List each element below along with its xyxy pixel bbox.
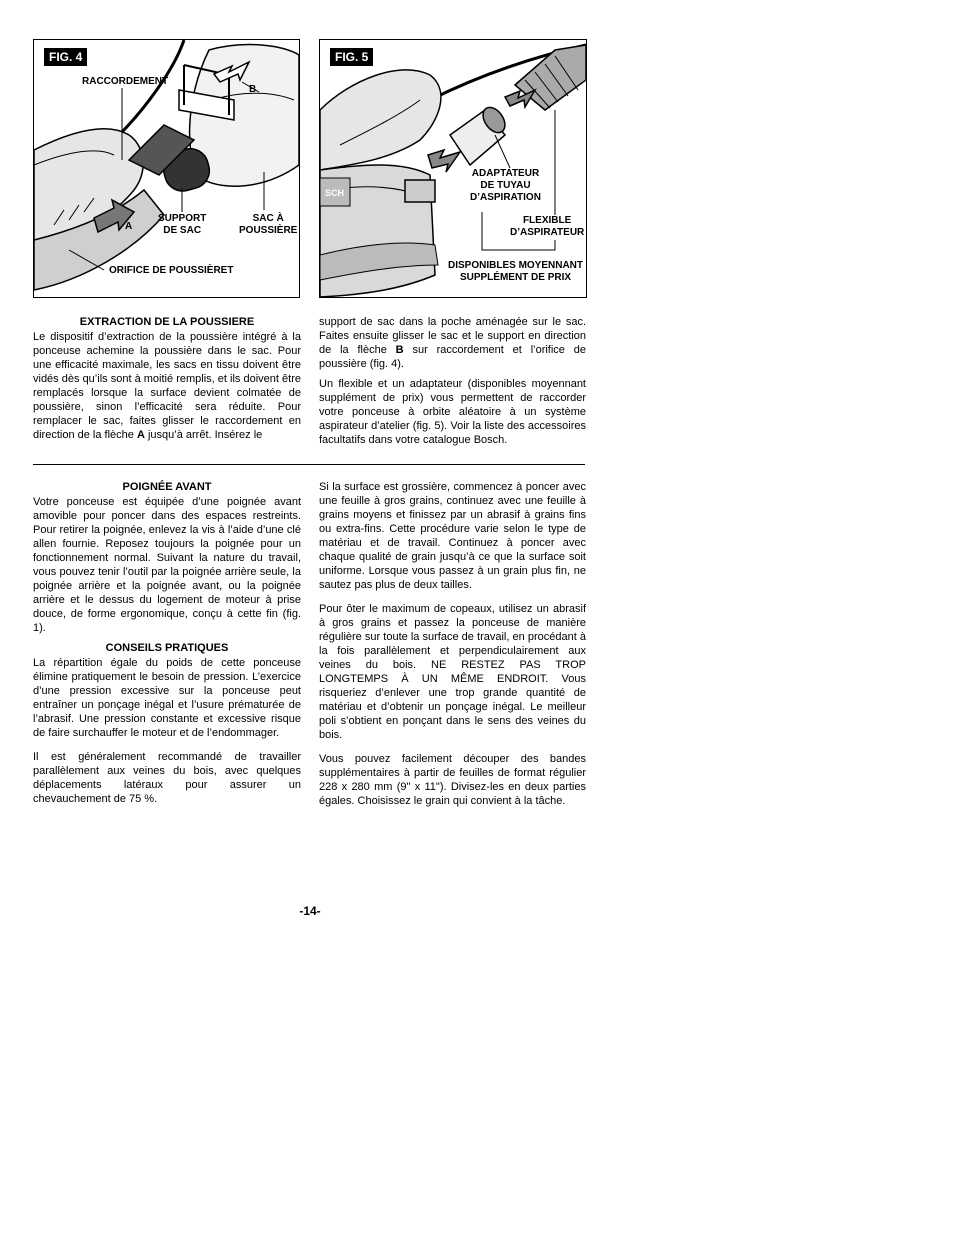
label-sac-a-poussiere: SAC À POUSSIÈRE xyxy=(239,213,298,236)
paragraph-surface-grossiere: Si la surface est grossière, commencez à poncer avec une feuille à gros grains, continuez avec une feuille à grains moyens et finissez par un abrasif à grains fins ou extra-fins. Cette procédure varie selon le type de matériau et de travail. Continuez à poncer avec chaque qualité de grain jusqu’à ce que la surface soit uniforme. Lorsque vous passez à un grain plus fin, ne sautez pas plus de deux tailles. xyxy=(319,481,586,591)
figure-5 xyxy=(319,39,587,298)
column-top-left xyxy=(33,315,301,448)
column-bottom-left xyxy=(33,480,301,812)
label-arrow-a: A xyxy=(125,221,133,232)
paragraph-repartition-poids: La répartition égale du poids de cette ponceuse élimine pratiquement le besoin de pression. L’exercice d’une pression excessive sur la ponceuse peut entraîner un ponçage inégal et l’usure prématurée de l’abrasif. Une pression constante et excessive risque de faire surchauffer le moteur et de l’endommager. xyxy=(33,657,301,739)
paragraph-extraction: Le dispositif d’extraction de la poussière intégré à la ponceuse achemine la poussière dans le sac. Pour une efficacité maximale, les sacs en tissu doivent être vidés dès qu’ils sont à moitié remplis, et ils doivent être remplacés lorsque la surface devient colmatée de poussière, sinon l’efficacité sera réduite. Pour remplacer le sac, faites glisser le raccordement en direction de la flèche A jusqu’à arrêt. Insérez le xyxy=(33,331,301,441)
figure-4 xyxy=(33,39,300,298)
sander-vacuum-hose-illustration xyxy=(320,40,586,297)
figure-tag: FIG. 4 xyxy=(44,48,87,66)
heading-extraction-poussiere: EXTRACTION DE LA POUSSIERE xyxy=(79,316,255,328)
paragraph-travailler-parallelement: Il est généralement recommandé de travailler parallèlement aux veines du bois, avec quelques déplacements latéraux pour assurer un chevauchement de 75 %. xyxy=(33,751,301,805)
figure-tag: FIG. 5 xyxy=(330,48,373,66)
paragraph-flexible-adaptateur: Un flexible et un adaptateur (disponibles moyennant supplément de prix) vous permettent de raccorder votre ponceuse à orbite aléatoire à un système aspirateur d’atelier (fig. 5). Voir la liste des accessoires facultatifs dans votre catalogue Bosch. xyxy=(319,378,586,446)
paragraph-poignee-avant: Votre ponceuse est équipée d’une poignée avant amovible pour poncer dans des espaces restreints. Pour retirer la poignée, enlevez la vis à l’aide d’une clé allen fournie. Reposez toujours la poignée pour un fonctionnement normal. Suivant la nature du travail, vous pouvez tenir l’outil par la poignée arrière seule, la poignée arrière et la poignée avant, ou la poignée arrière et le dessus du logement de moteur à prise douce, de forme ergonomique, conçu à cette fin (fig. 1). xyxy=(33,496,301,634)
heading-poignee-avant: POIGNÉE AVANT xyxy=(122,481,212,493)
arrow-ref-a: A xyxy=(136,429,145,441)
column-top-right xyxy=(319,315,586,453)
label-adaptateur-de-tuyau: ADAPTATEUR DE TUYAU D’ASPIRATION xyxy=(470,168,541,203)
label-disponibles-moyennant: DISPONIBLES MOYENNANT SUPPLÉMENT DE PRIX xyxy=(448,260,584,283)
column-bottom-right xyxy=(319,480,586,814)
brand-marking: SCH xyxy=(325,188,345,198)
section-divider xyxy=(33,464,585,465)
heading-conseils-pratiques: CONSEILS PRATIQUES xyxy=(105,642,229,654)
label-raccordement: RACCORDEMENT xyxy=(82,76,169,87)
label-support-de-sac: SUPPORT DE SAC xyxy=(158,213,207,236)
paragraph-support-de-sac: support de sac dans la poche aménagée sur le sac. Faites ensuite glisser le sac et le support en direction de la flèche B sur raccordement et l’orifice de poussière (fig. 4). xyxy=(319,316,586,370)
label-orifice-de-poussiere: ORIFICE DE POUSSIÈRET xyxy=(109,265,234,276)
page-number: -14- xyxy=(299,904,321,918)
label-flexible-aspirateur: FLEXIBLE D’ASPIRATEUR xyxy=(510,215,585,238)
paragraph-bandes-supplementaires: Vous pouvez facilement découper des bandes supplémentaires à partir de feuilles de format régulier 228 x 280 mm (9" x 11"). Divisez-les en deux parties égales. Choisissez le grain qui convient à la tâche. xyxy=(319,753,586,807)
arrow-ref-b: B xyxy=(395,344,404,356)
label-arrow-b: B xyxy=(249,84,257,95)
paragraph-maximum-copeaux: Pour ôter le maximum de copeaux, utilisez un abrasif à gros grains et passez la ponceuse de manière régulière sur toute la surface de travail, en procédant à la fois parallèlement et perpendiculairement aux veines du bois. NE RESTEZ PAS TROP LONGTEMPS À UN MÊME ENDROIT. Vous risqueriez d’enlever une trop grande quantité de matériau et d’obtenir un ponçage inégal. Le meilleur poli s’obtient en ponçant dans le sens des veines du bois. xyxy=(319,603,586,741)
